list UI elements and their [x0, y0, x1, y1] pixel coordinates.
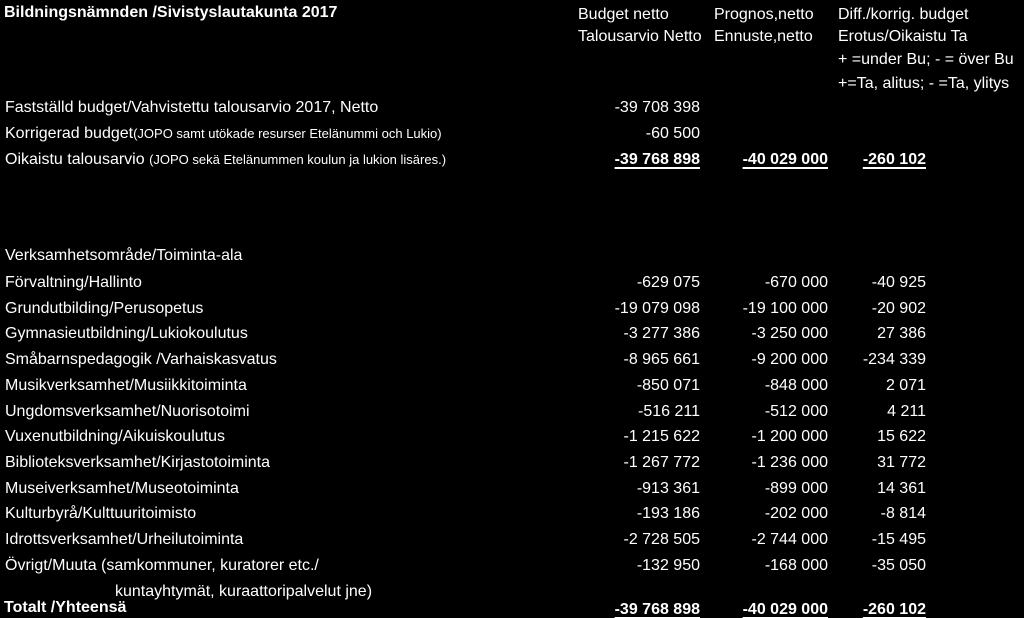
oikaistu-label: [5, 152, 446, 168]
row-budget: -516 211: [638, 403, 700, 420]
total-label: Totalt /Yhteensä: [4, 599, 127, 616]
oikaistu-prognos: -40 029 000: [742, 151, 828, 168]
row-label: Övrigt/Muuta (samkommuner, kuratorer etc./: [5, 557, 319, 574]
korrig-label-main: Korrigerad budget: [5, 125, 134, 142]
row-diff: -8 814: [880, 505, 926, 522]
row-prognos: -1 236 000: [751, 454, 828, 471]
row-budget: -8 965 661: [623, 351, 700, 368]
row-label: Vuxenutbildning/Aikuiskoulutus: [5, 428, 225, 445]
row-budget: -193 186: [636, 505, 700, 522]
row-label: Småbarnspedagogik /Varhaiskasvatus: [5, 351, 277, 368]
prognos-header-line2: Ennuste,netto: [714, 28, 813, 45]
row-label: Idrottsverksamhet/Urheilutoiminta: [5, 531, 244, 548]
row-budget: -913 361: [636, 480, 700, 497]
diff-header-line4: +=Ta, alitus; - =Ta, ylitys: [838, 75, 1010, 92]
budget-header-line2: Talousarvio Netto: [578, 28, 702, 45]
row-diff: 2 071: [885, 377, 926, 394]
total-diff: -260 102: [862, 601, 926, 618]
row-diff: -35 050: [871, 557, 926, 574]
row-diff: -40 925: [871, 274, 926, 291]
row-budget: -3 277 386: [623, 325, 700, 342]
oikaistu-diff: -260 102: [862, 151, 926, 168]
row-prognos: -3 250 000: [751, 325, 828, 342]
row-prognos: -19 100 000: [742, 300, 828, 317]
row-label: Gymnasieutbildning/Lukiokoulutus: [5, 325, 248, 342]
budget-header-line1: Budget netto: [578, 6, 669, 23]
row-diff: 14 361: [877, 480, 926, 497]
row-diff: -15 495: [871, 531, 926, 548]
diff-header-line2: Erotus/Oikaistu Ta: [838, 28, 968, 45]
row-budget: -132 950: [636, 557, 700, 574]
oikaistu-note: (JOPO sekä Etelänummen koulun ja lukion lisäres.): [149, 152, 447, 167]
row-label: Ungdomsverksamhet/Nuorisotoimi: [5, 403, 250, 420]
row-label-continued: kuntayhtymät, kuraattoripalvelut jne): [115, 583, 373, 600]
row-diff: 31 772: [877, 454, 926, 471]
row-prognos: -899 000: [764, 480, 828, 497]
oikaistu-budget: -39 768 898: [614, 151, 700, 168]
row-diff: -234 339: [862, 351, 926, 368]
row-label: Museiverksamhet/Museotoiminta: [5, 480, 239, 497]
row-budget: -629 075: [636, 274, 700, 291]
row-prognos: -1 200 000: [751, 428, 828, 445]
row-label: Grundutbilding/Perusopetus: [5, 300, 204, 317]
row-budget: -19 079 098: [614, 300, 700, 317]
row-budget: -2 728 505: [623, 531, 700, 548]
total-budget: -39 768 898: [614, 601, 700, 618]
row-prognos: -9 200 000: [751, 351, 828, 368]
korrig-budget: -60 500: [645, 125, 700, 142]
row-label: Biblioteksverksamhet/Kirjastotoiminta: [5, 454, 270, 471]
row-diff: 4 211: [887, 403, 926, 420]
row-prognos: -2 744 000: [751, 531, 828, 548]
row-budget: -1 215 622: [623, 428, 700, 445]
row-prognos: -512 000: [764, 403, 828, 420]
row-label: Kulturbyrå/Kulttuuritoimisto: [5, 505, 197, 522]
diff-header-line3: + =under Bu; - = över Bu: [838, 51, 1014, 68]
section-heading: Verksamhetsområde/Toiminta-ala: [5, 247, 243, 264]
korrig-label: [5, 126, 442, 142]
row-prognos: -168 000: [764, 557, 828, 574]
row-prognos: -848 000: [764, 377, 828, 394]
row-label: Förvaltning/Hallinto: [5, 274, 142, 291]
row-diff: 27 386: [877, 325, 926, 342]
korrig-note: (JOPO samt utökade resurser Etelänummi och Lukio): [133, 126, 442, 141]
row-diff: 15 622: [877, 428, 926, 445]
fastst-label: Fastställd budget/Vahvistettu talousarvio 2017, Netto: [5, 99, 379, 116]
row-prognos: -202 000: [764, 505, 828, 522]
row-budget: -1 267 772: [623, 454, 700, 471]
row-label: Musikverksamhet/Musiikkitoiminta: [5, 377, 247, 394]
report-title: Bildningsnämnden /Sivistyslautakunta 2017: [4, 4, 338, 21]
fastst-budget: -39 708 398: [614, 99, 700, 116]
row-budget: -850 071: [636, 377, 700, 394]
row-prognos: -670 000: [764, 274, 828, 291]
row-diff: -20 902: [871, 300, 926, 317]
diff-header-line1: Diff./korrig. budget: [838, 6, 969, 23]
oikaistu-label-main: Oikaistu talousarvio: [5, 151, 150, 168]
prognos-header-line1: Prognos,netto: [714, 6, 814, 23]
total-prognos: -40 029 000: [742, 601, 828, 618]
